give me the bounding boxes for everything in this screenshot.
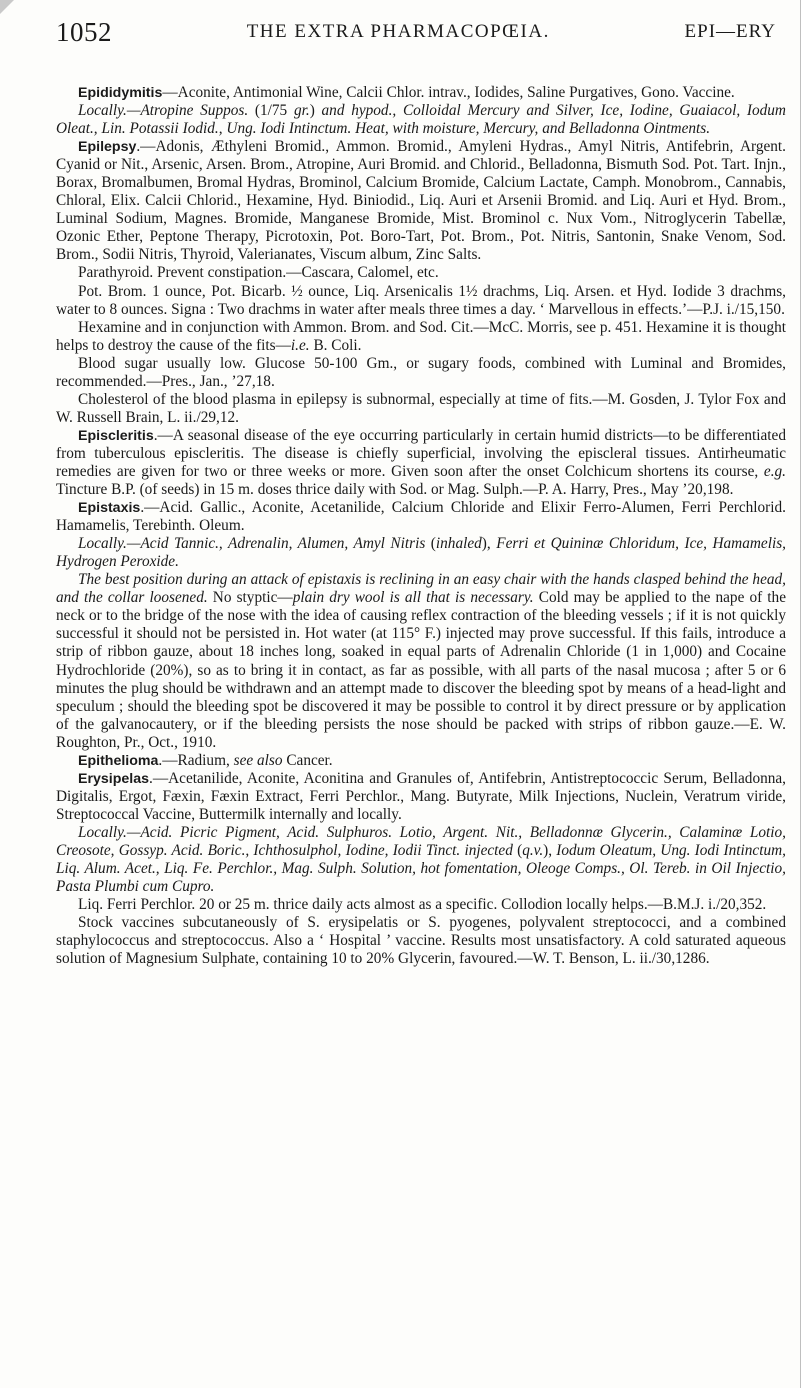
paragraph bbox=[56, 752, 786, 770]
entry-heading: Epilepsy bbox=[78, 139, 137, 156]
italic-text: q.v. bbox=[522, 841, 544, 859]
italic-text: Locally.—Acid. Picric Pigment, Acid. Sulphuros. Lotio, Argent. Nit., Belladonnæ Glycerin., Calaminæ Lotio, Creosote, Gossyp. Acid. Boric., Ichthosulphol, Iodine, Iodii Tinct. injected bbox=[56, 823, 786, 859]
paragraph bbox=[56, 914, 786, 968]
entry-heading: Erysipelas bbox=[78, 770, 149, 787]
paragraph bbox=[56, 427, 786, 499]
paragraph bbox=[56, 264, 786, 282]
body-text: ( bbox=[512, 841, 523, 859]
body-text: .—Radium, bbox=[158, 751, 234, 769]
paragraph bbox=[56, 138, 786, 264]
italic-text: Iodum Oleatum, Ung. Iodi Intinctum, Liq. Alum. Acet., Liq. Fe. Perchlor., Mag. Sulph. Solution, hot fomentation, Oleoge Comps., Ol. Tereb. in Oil Injectio, Pasta Plumbi cum Cupro. bbox=[56, 841, 786, 896]
paragraph bbox=[56, 896, 786, 914]
paragraph bbox=[56, 391, 786, 427]
body-text: .—Acid. Gallic., Aconite, Acetanilide, Calcium Chloride and Elixir Ferro-Alumen, Ferri Perchlorid. Hamamelis, Terebinth. Oleum. bbox=[56, 499, 786, 535]
entry-range: EPI—ERY bbox=[684, 21, 776, 42]
book-title: THE EXTRA PHARMACOPŒIA. bbox=[246, 21, 550, 42]
body-text: ), bbox=[543, 841, 557, 859]
entry-heading: Epithelioma bbox=[78, 752, 159, 769]
italic-text: The best position during an attack of epistaxis is reclining in an easy chair with the hands clasped behind the head, and the collar loosened. bbox=[56, 571, 786, 607]
running-header bbox=[56, 10, 776, 54]
page-number: 1052 bbox=[56, 16, 112, 47]
paragraph bbox=[56, 355, 786, 391]
body-text: Stock vaccines subcutaneously of S. erysipelatis or S. pyogenes, polyvalent streptococci, and a combined staphylococcus and streptococcus. Also a ‘ Hospital ’ vaccine. Results most unsatisfactory. A cold saturated aqueous solution of Magnesium Sulphate, containing 10 to 20% Glycerin, favoured.—W. T. Benson, L. ii./30,1286. bbox=[56, 914, 786, 968]
page-corner bbox=[0, 0, 14, 14]
italic-text: gr. bbox=[293, 102, 310, 120]
paragraph bbox=[56, 535, 786, 571]
body-text: Liq. Ferri Perchlor. 20 or 25 m. thrice daily acts almost as a specific. Collodion locally helps.—B.M.J. i./20,352. bbox=[78, 896, 767, 914]
body-text: Cold may be applied to the nape of the neck or to the bridge of the nose with the idea of causing reflex contraction of the bleeding vessels ; if it is not quickly successful it should not be persisted in. Hot water (at 115° F.) injected may prove successful. If this fails, introduce a strip of ribbon gauze, about 18 inches long, soaked in equal parts of Adrenalin Chloride (1 in 1,000) and Cocaine Hydrochloride (20%), so as to bring it in contact, as far as possible, with all parts of the nasal mucosa ; after 5 or 6 minutes the plug should be withdrawn and an attempt made to discover the bleeding spot by means of a head-light and speculum ; should the bleeding spot be discovered it may be possible to control it by direct pressure or by application of the galvanocautery, or if the bleeding persists the nose should be packed with strips of ribbon gauze.—E. W. Roughton, Pr., Oct., 1910. bbox=[56, 589, 786, 751]
paragraph bbox=[56, 770, 786, 824]
italic-text: see also bbox=[233, 751, 283, 769]
body-text: —Aconite, Antimonial Wine, Calcii Chlor. intrav., Iodides, Saline Purgatives, Gono. Vaccine. bbox=[162, 84, 735, 101]
italic-text: and hypod., Colloidal Mercury and Silver, Ice, Iodine, Guaiacol, Iodum Oleat., Lin. Potassii Iodid., Ung. Iodi Intinctum. Heat, with moisture, Mercury, and Belladonna Ointments. bbox=[56, 102, 786, 138]
italic-text: i.e. bbox=[290, 336, 310, 354]
body-text: Cancer. bbox=[282, 751, 333, 769]
entry-heading: Epididymitis bbox=[78, 85, 163, 101]
italic-text: Locally.—Acid Tannic., Adrenalin, Alumen, Amyl Nitris bbox=[78, 535, 426, 553]
italic-text: plain dry wool is all that is necessary. bbox=[292, 589, 534, 607]
paragraph bbox=[56, 283, 786, 319]
body-text: Hexamine and in conjunction with Ammon. Brom. and Sod. Cit.—McC. Morris, see p. 451. Hexamine it is thought helps to destroy the cause of the fits— bbox=[56, 318, 786, 354]
italic-text: inhaled bbox=[435, 535, 482, 553]
page-body bbox=[56, 84, 786, 968]
paragraph bbox=[56, 499, 786, 535]
paragraph bbox=[56, 571, 786, 751]
paragraph bbox=[56, 319, 786, 355]
body-text: ), bbox=[481, 535, 497, 553]
body-text: (1/75 bbox=[248, 102, 294, 120]
paragraph bbox=[56, 84, 786, 102]
body-text: No styptic— bbox=[207, 589, 293, 607]
italic-text: e.g. bbox=[763, 462, 786, 480]
body-text: Tincture B.P. (of seeds) in 15 m. doses thrice daily with Sod. or Mag. Sulph.—P. A. Harry, Pres., May ’20,198. bbox=[56, 481, 734, 499]
body-text: .—A seasonal disease of the eye occurring particularly in certain humid districts—to be differentiated from tuberculous episcleritis. The disease is chiefly superficial, involving the episcleral tissues. Antirheumatic remedies are given for two or three weeks or more. Given soon after the onset Colchicum shortens its course, bbox=[56, 426, 786, 480]
body-text: Pot. Brom. 1 ounce, Pot. Bicarb. ½ ounce, Liq. Arsenicalis 1½ drachms, Liq. Arsen. et Hyd. Iodide 3 drachms, water to 8 ounces. Signa : Two drachms in water after meals three times a day. ‘ Marvellous in effects.’—P.J. i./15,150. bbox=[56, 282, 786, 318]
entry-heading: Epistaxis bbox=[78, 500, 141, 517]
italic-text: Ferri et Quininæ Chloridum, Ice, Hamamelis, Hydrogen Peroxide. bbox=[56, 535, 786, 571]
body-text: ( bbox=[425, 535, 436, 553]
body-text: .—Acetanilide, Aconite, Aconitina and Granules of, Antifebrin, Antistreptococcic Serum, Belladonna, Digitalis, Ergot, Fæxin, Fæxin Extract, Ferri Perchlor., Mang. Butyrate, Milk Injections, Nuclein, Veratrum viride, Streptococcal Vaccine, Buttermilk internally and locally. bbox=[56, 769, 786, 823]
body-text: ) bbox=[309, 102, 322, 120]
paragraph bbox=[56, 824, 786, 896]
entry-heading: Episcleritis bbox=[78, 427, 154, 444]
italic-text: Locally.—Atropine Suppos. bbox=[78, 102, 249, 120]
body-text: Blood sugar usually low. Glucose 50-100 Gm., or sugary foods, combined with Luminal and Bromides, recommended.—Pres., Jan., ’27,18. bbox=[56, 354, 786, 390]
body-text: Parathyroid. Prevent constipation.—Cascara, Calomel, etc. bbox=[78, 264, 439, 282]
body-text: .—Adonis, Æthyleni Bromid., Ammon. Bromid., Amyleni Hydras., Amyl Nitris, Antifebrin, Argent. Cyanid or Nit., Arsenic, Arsen. Brom., Atropine, Auri Bromid. and Chlorid., Belladonna, Bismuth Sod. Pot. Tart. Injn., Borax, Bromalbumen, Bromal Hydras, Brominol, Calcium Bromide, Calcium Lactate, Camph. Monobrom., Cannabis, Chloral, Elix. Calcii Chlorid., Hexamine, Hyd. Biniodid., Liq. Auri et Arsenii Bromid. and Liq. Auri et Hyd. Brom., Luminal Sodium, Magnes. Bromide, Manganese Bromide, Mist. Brominol c. Nux Vom., Nitroglycerin Tabellæ, Ozonic Ether, Peptone Therapy, Picrotoxin, Pot. Boro-Tart, Pot. Brom., Pot. Nitris, Santonin, Snake Venom, Sod. Brom., Sodii Nitris, Thyroid, Valerianates, Viscum album, Zinc Salts. bbox=[56, 138, 786, 264]
body-text: Cholesterol of the blood plasma in epilepsy is subnormal, especially at time of fits.—M. Gosden, J. Tylor Fox and W. Russell Brain, L. ii./29,12. bbox=[56, 390, 786, 426]
body-text: B. Coli. bbox=[309, 336, 362, 354]
paragraph bbox=[56, 102, 786, 138]
